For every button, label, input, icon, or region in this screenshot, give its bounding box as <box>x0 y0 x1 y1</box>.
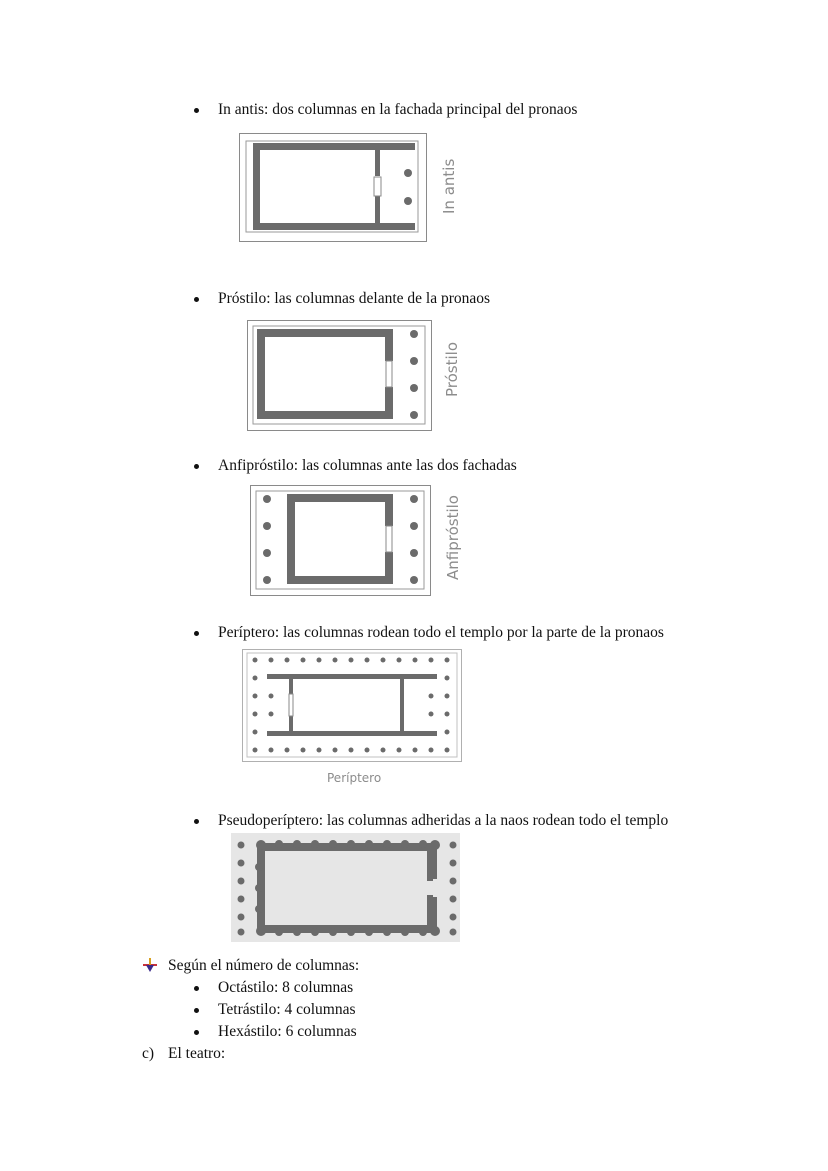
plan-anfiprostilo <box>249 484 469 599</box>
temple-type-pseudoperiptero: Pseudoperíptero: las columnas adheridas a la naos rodean todo el templo <box>218 812 669 829</box>
bullet <box>194 986 199 991</box>
plan-pseudoperiptero <box>231 833 461 943</box>
bullet <box>194 631 199 636</box>
plan-periptero <box>241 648 466 788</box>
temple-type-periptero: Períptero: las columnas rodean todo el templo por la parte de la pronaos <box>218 624 664 641</box>
plan-caption: Próstilo <box>443 341 461 397</box>
bullet <box>194 464 199 469</box>
columns-item: Hexástilo: 6 columnas <box>218 1023 357 1040</box>
bullet <box>194 1030 199 1035</box>
bullet <box>194 297 199 302</box>
columns-section-heading: Según el número de columnas: <box>168 957 360 974</box>
plan-in-antis <box>238 132 458 242</box>
columns-item: Tetrástilo: 4 columnas <box>218 1001 356 1018</box>
temple-type-prostilo: Próstilo: las columnas delante de la pronaos <box>218 290 491 307</box>
plan-caption: In antis <box>440 158 458 214</box>
section-heading-teatro: El teatro: <box>168 1045 226 1062</box>
bullet <box>194 819 199 824</box>
plan-caption: Períptero <box>327 771 382 785</box>
bullet <box>194 1008 199 1013</box>
columns-item: Octástilo: 8 columnas <box>218 979 354 996</box>
bullet <box>194 108 199 113</box>
plan-prostilo <box>246 319 461 434</box>
plan-caption: Anfipróstilo <box>444 495 462 580</box>
temple-type-in-antis: In antis: dos columnas en la fachada principal del pronaos <box>218 101 578 118</box>
section-marker: c) <box>142 1045 155 1062</box>
temple-type-anfiprostilo: Anfipróstilo: las columnas ante las dos fachadas <box>218 457 517 474</box>
arrow-down-bullet-icon <box>142 957 158 973</box>
